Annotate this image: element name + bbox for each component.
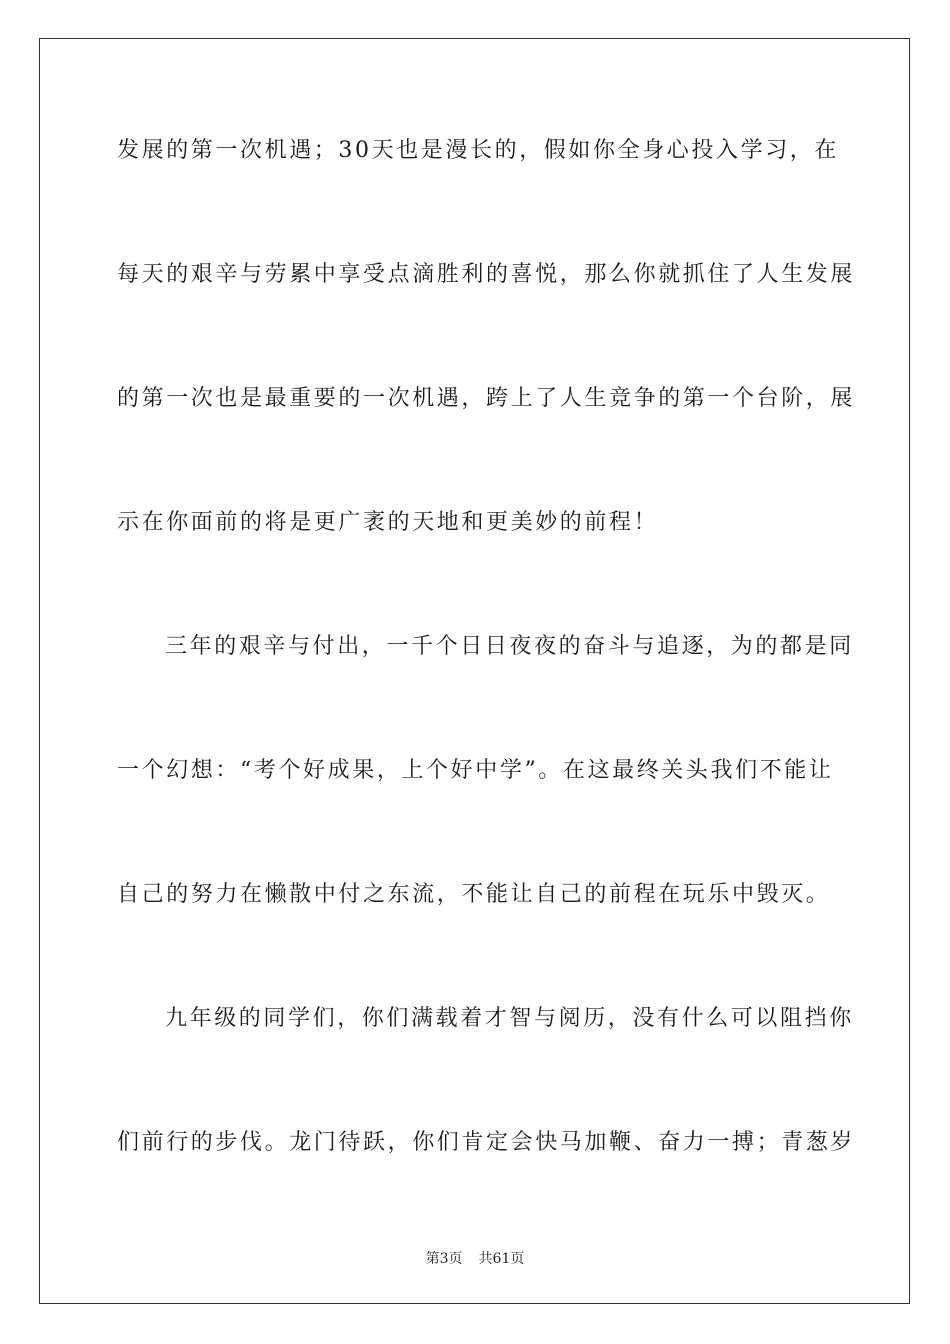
- paragraph-start-line: 三年的艰辛与付出，一千个日日夜夜的奋斗与追逐，为的都是同: [165, 634, 854, 659]
- text-line: 一个幻想：“考个好成果，上个好中学”。在这最终关头我们不能让: [117, 758, 834, 783]
- text-line: 们前行的步伐。龙门待跃，你们肯定会快马加鞭、奋力一搏；青葱岁: [117, 1130, 856, 1155]
- text-line: 的第一次也是最重要的一次机遇，跨上了人生竞争的第一个台阶，展: [117, 386, 856, 411]
- document-body: [117, 127, 856, 1243]
- text-line: 示在你面前的将是更广袤的天地和更美妙的前程！: [117, 510, 659, 535]
- page-footer: [0, 1248, 950, 1268]
- total-pages: 共61页: [478, 1251, 525, 1267]
- text-line: 发展的第一次机遇；30天也是漫长的，假如你全身心投入学习，在: [117, 138, 839, 163]
- paragraph-start-line: 九年级的同学们，你们满载着才智与阅历，没有什么可以阻挡你: [165, 1006, 854, 1031]
- text-line: 自己的努力在懒散中付之东流，不能让自己的前程在玩乐中毁灭。: [117, 882, 831, 907]
- page-number: 第3页: [425, 1251, 463, 1267]
- text-line: 每天的艰辛与劳累中享受点滴胜利的喜悦，那么你就抓住了人生发展: [117, 262, 856, 287]
